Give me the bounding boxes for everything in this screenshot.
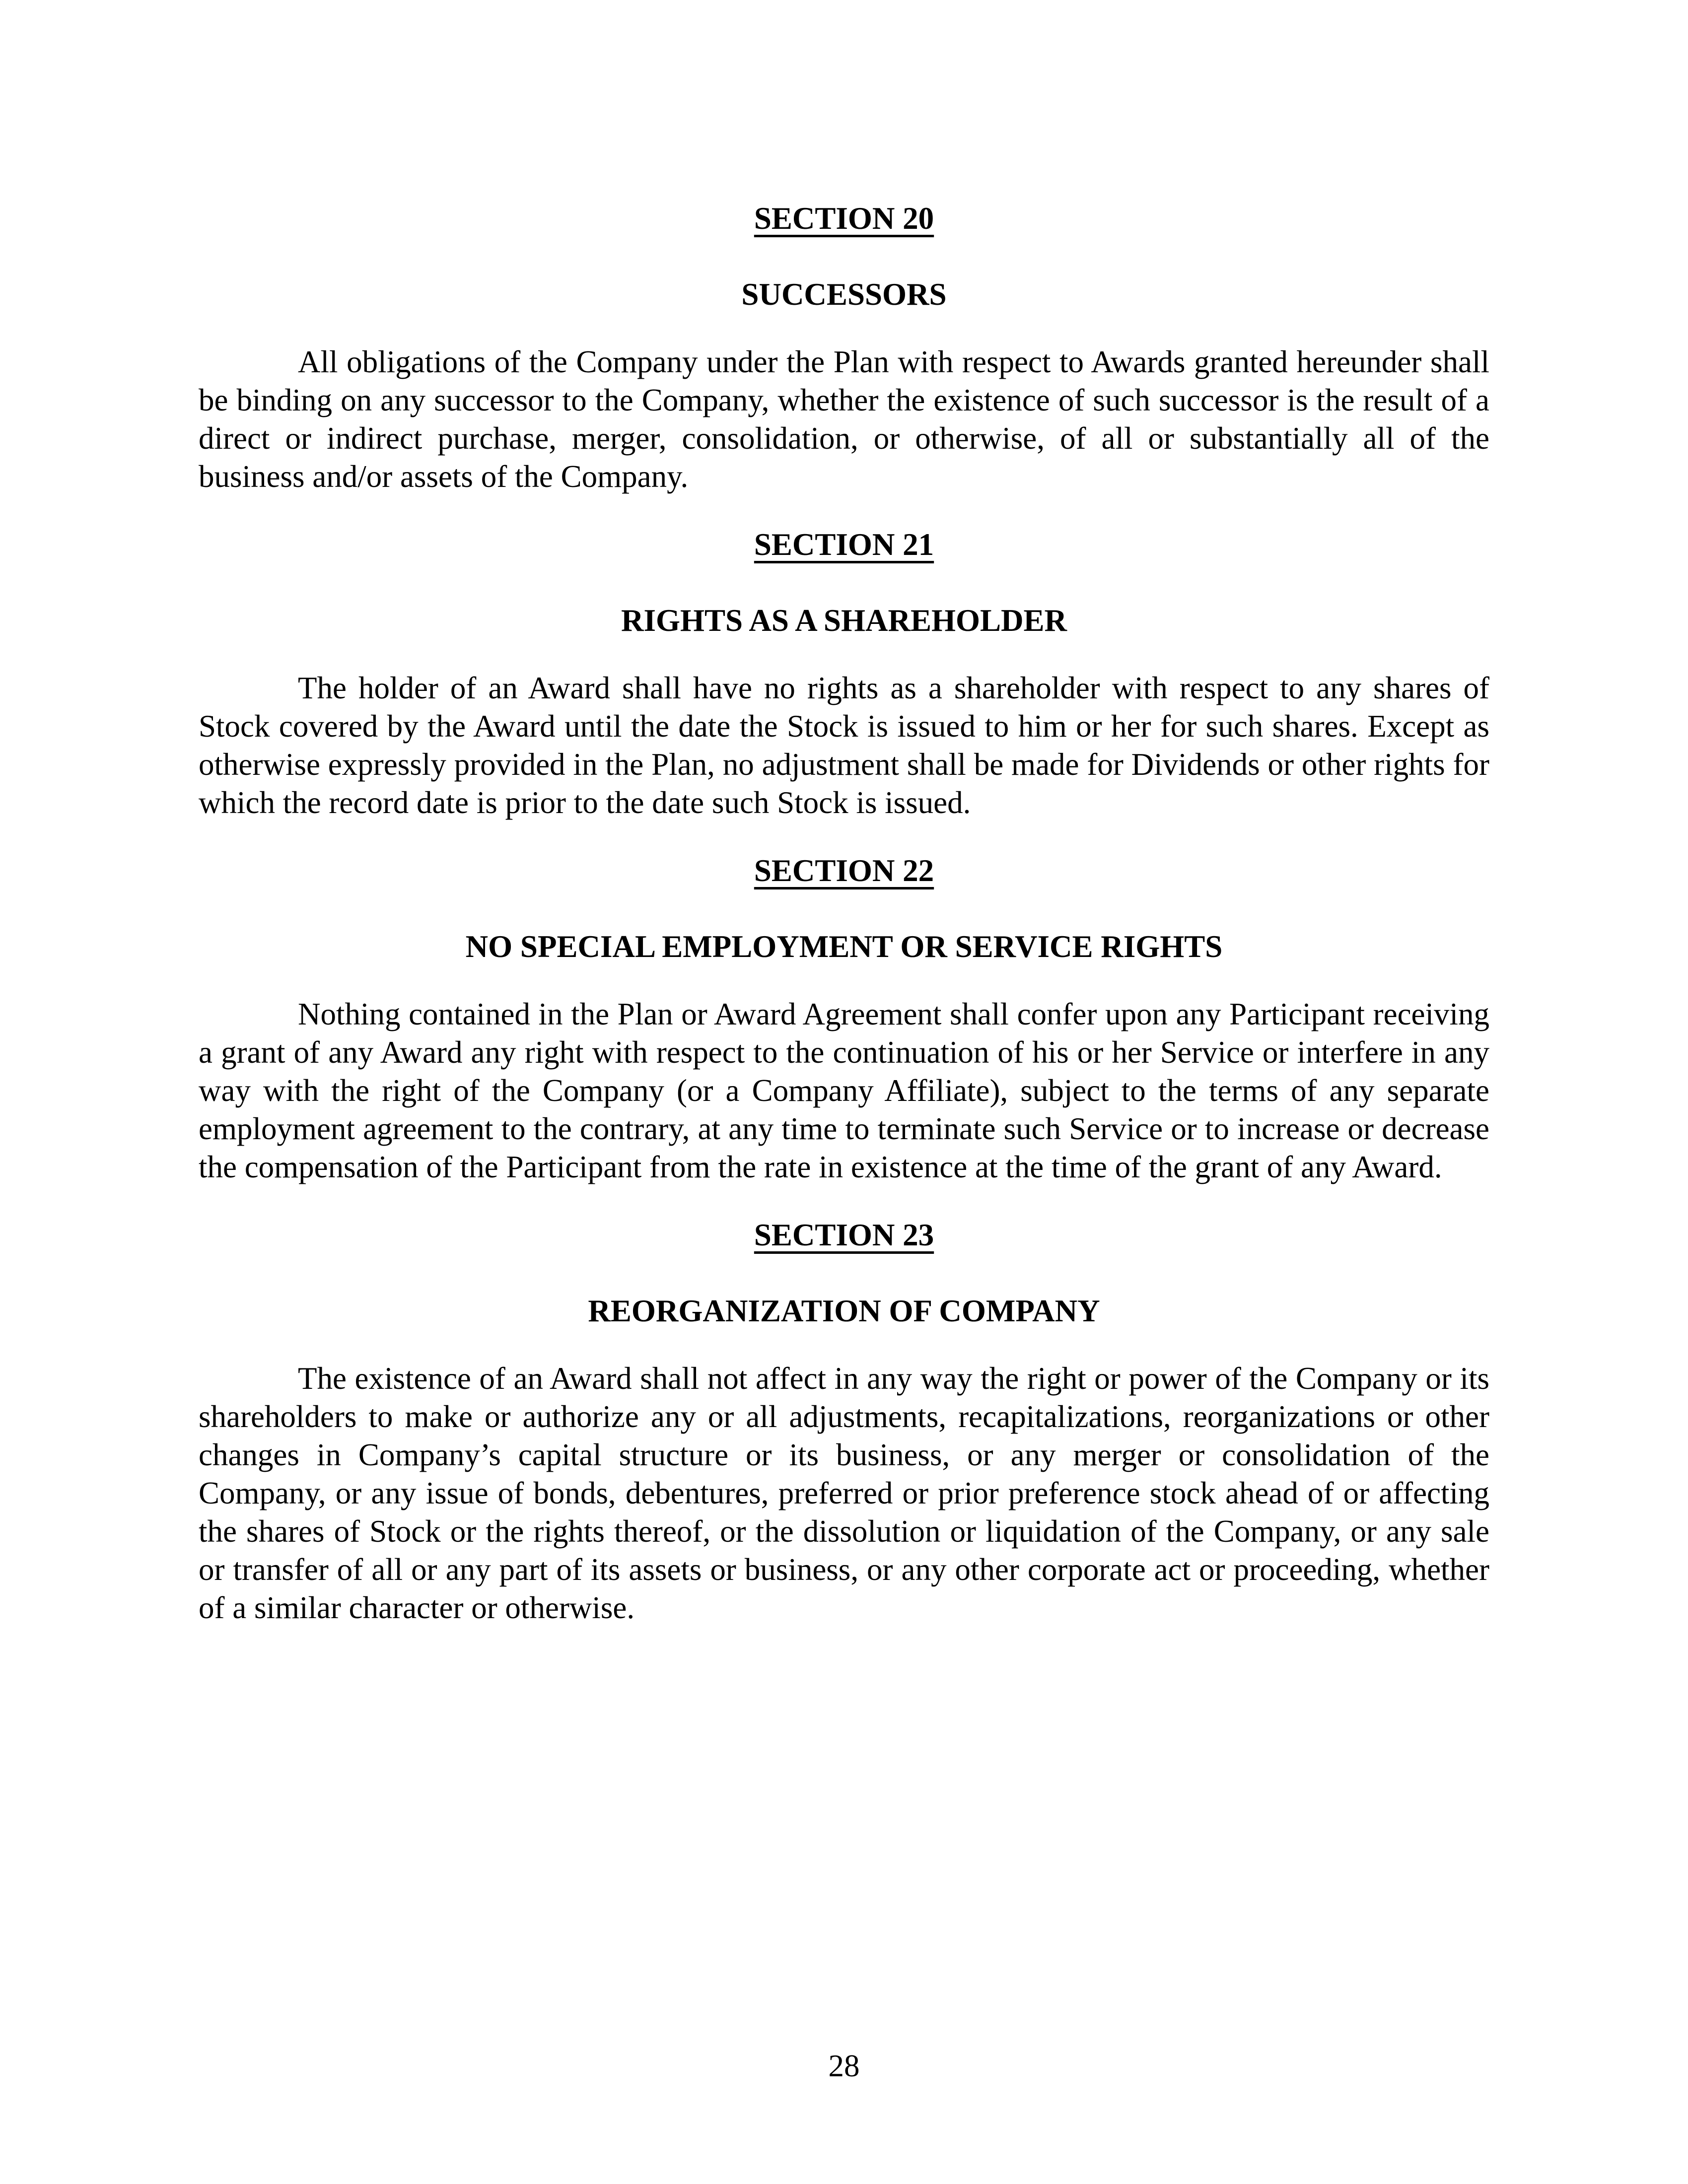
section-number: SECTION 21 — [754, 527, 934, 562]
section-22 — [199, 850, 1489, 1186]
section-number: SECTION 20 — [754, 201, 934, 236]
section-body: The holder of an Award shall have no rights as a shareholder with respect to any shares of Stock covered by the Award until the date the Stock is issued to him or her for such shares. Except as otherwise expressly provided in the Plan, no adjustment shall be made for Dividends or other rights for which the record date is prior to the date such Stock is issued. — [199, 671, 1489, 820]
section-title: RIGHTS AS A SHAREHOLDER — [621, 603, 1067, 638]
section-number: SECTION 23 — [754, 1218, 934, 1252]
section-title: SUCCESSORS — [741, 277, 947, 312]
section-body: Nothing contained in the Plan or Award Agreement shall confer upon any Participant receiving a grant of any Award any right with respect to the continuation of his or her Service or interfere in any way with the right of the Company (or a Company Affiliate), subject to the terms of any separate employment agreement to the contrary, at any time to terminate such Service or to increase or decrease the compensation of the Participant from the rate in existence at the time of the grant of any Award. — [199, 997, 1489, 1184]
document-content — [199, 198, 1489, 1627]
section-23 — [199, 1214, 1489, 1627]
page-number: 28 — [828, 2048, 860, 2083]
section-20 — [199, 198, 1489, 496]
section-title: NO SPECIAL EMPLOYMENT OR SERVICE RIGHTS — [465, 929, 1223, 964]
section-body: The existence of an Award shall not affect in any way the right or power of the Company or its shareholders to make or authorize any or all adjustments, recapitalizations, reorganizations or other changes in Company’s capital structure or its business, or any merger or consolidation of the Company, or any issue of bonds, debentures, preferred or prior preference stock ahead of or affecting the shares of Stock or the rights thereof, or the dissolution or liquidation of the Company, or any sale or transfer of all or any part of its assets or business, or any other corporate act or proceeding, whether of a similar character or otherwise. — [199, 1361, 1489, 1625]
section-21 — [199, 524, 1489, 822]
section-title: REORGANIZATION OF COMPANY — [588, 1294, 1100, 1328]
section-number: SECTION 22 — [754, 853, 934, 888]
section-body: All obligations of the Company under the Plan with respect to Awards granted hereunder shall be binding on any successor to the Company, whether the existence of such successor is the result of a direct or indirect purchase, merger, consolidation, or otherwise, of all or substantially all of the business and/or assets of the Company. — [199, 344, 1489, 494]
